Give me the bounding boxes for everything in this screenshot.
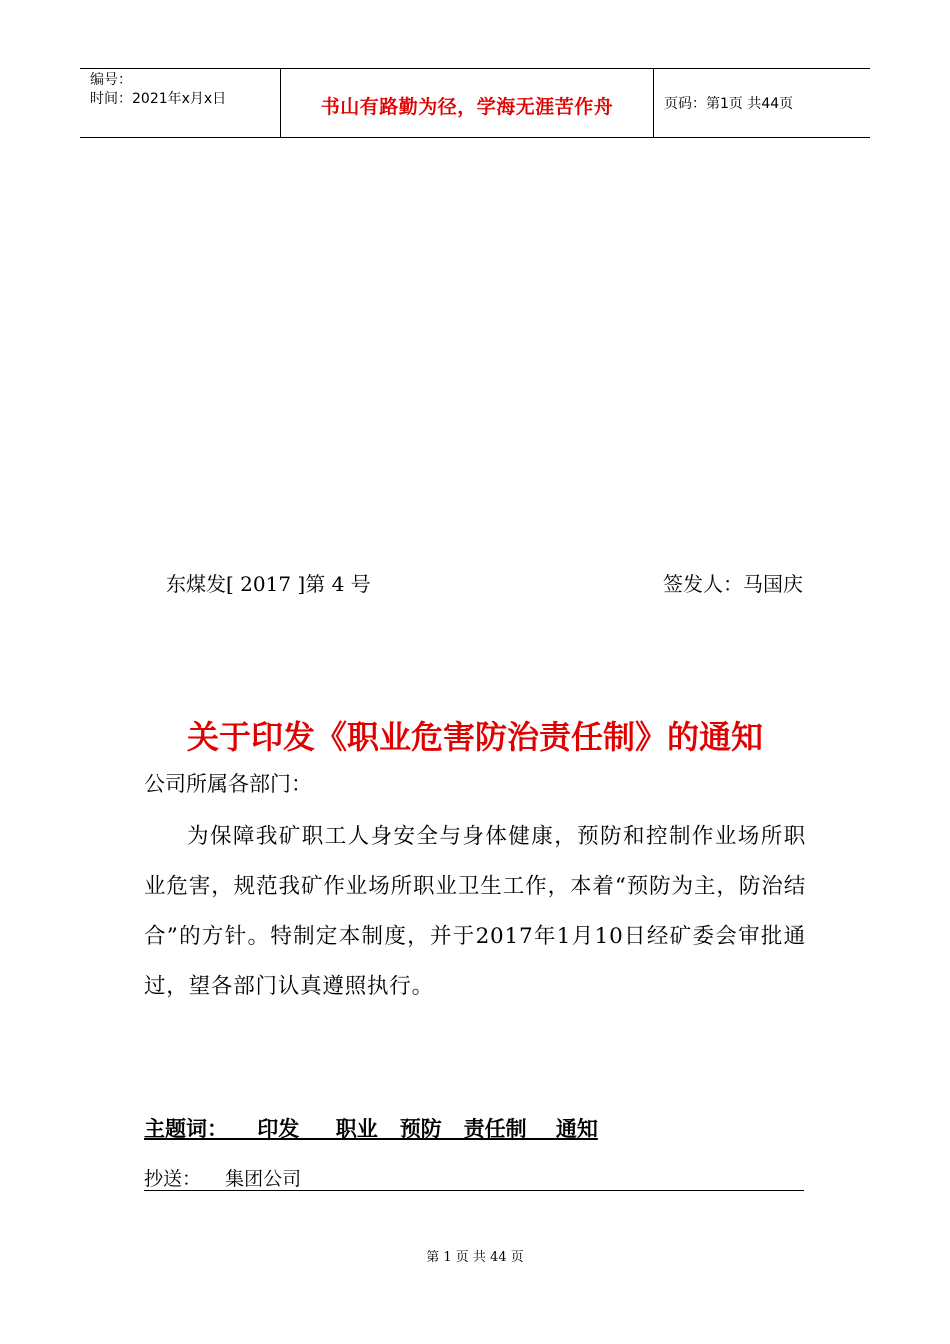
document-title: 关于印发《职业危害防治责任制》的通知	[186, 718, 763, 756]
body-paragraph: 为保障我矿职工人身安全与身体健康，预防和控制作业场所职业危害，规范我矿作业场所职业卫生工作，本着“预防为主，防治结合”的方针。特制定本制度，并于2017年1月10日经矿委会审批通过，望各部门认真遵照执行。	[144, 824, 806, 999]
document-number: 东煤发[ 2017 ]第 4 号	[166, 572, 371, 596]
time-label: 时间：2021年x月x日	[90, 91, 227, 107]
header-motto: 书山有路勤为径，学海无涯苦作舟	[320, 95, 614, 118]
cc-line: 抄送： 集团公司	[144, 1164, 804, 1191]
subject-words: 主题词： 印发 职业 预防 责任制 通知	[144, 1117, 598, 1141]
header-page-info: 页码：第1页 共44页	[664, 96, 794, 112]
page-header	[80, 68, 870, 138]
header-page-cell	[654, 69, 870, 137]
header-meta-cell	[80, 69, 281, 137]
header-motto-cell	[281, 69, 654, 137]
page-footer: 第 1 页 共 44 页	[426, 1250, 524, 1265]
signer: 签发人：马国庆	[663, 572, 803, 596]
salutation: 公司所属各部门：	[144, 772, 312, 796]
serial-number-label: 编号：	[90, 72, 132, 88]
